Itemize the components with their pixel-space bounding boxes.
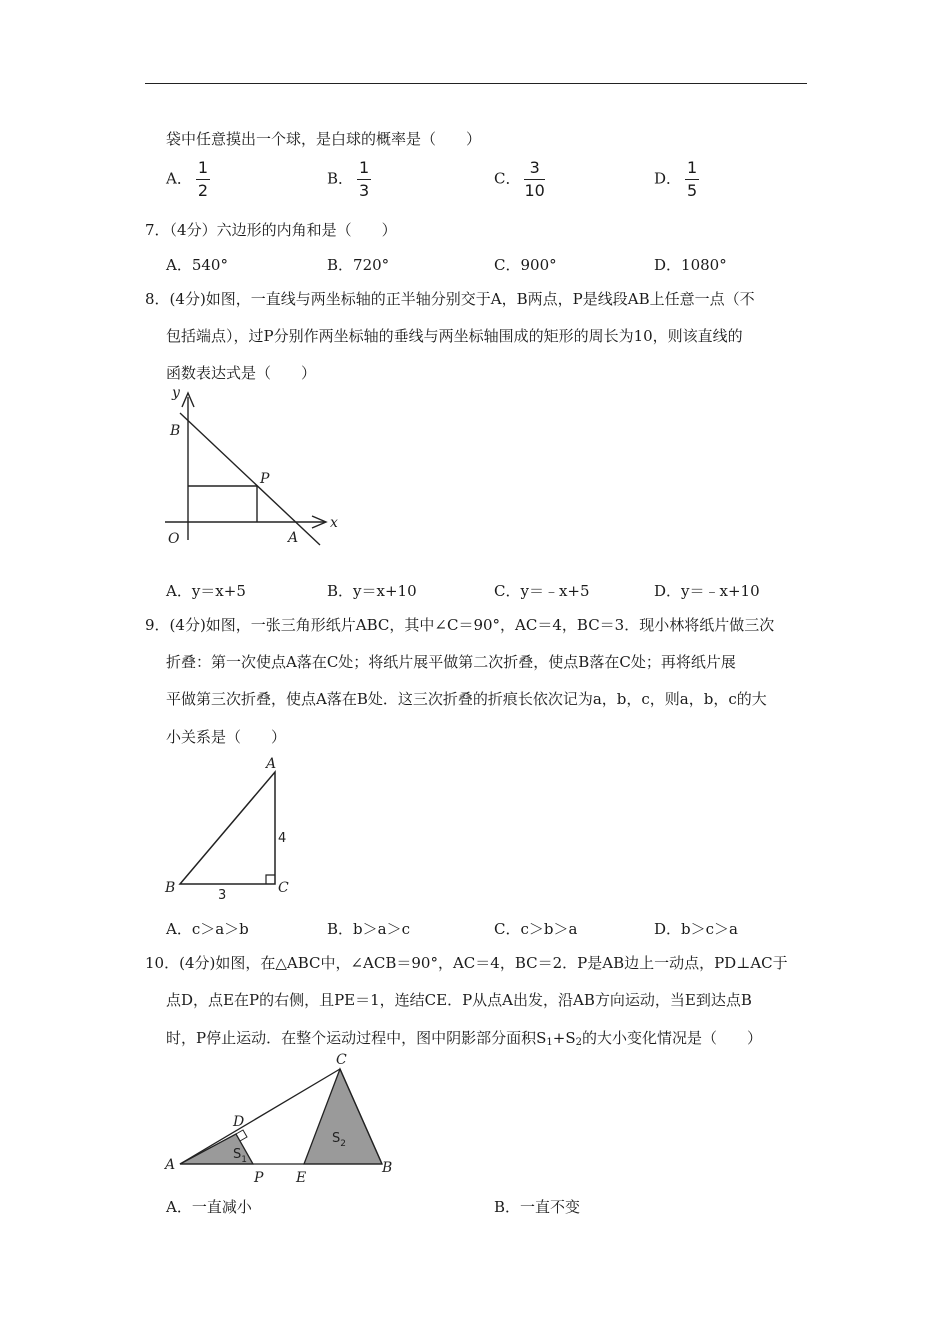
line-ab <box>180 413 320 545</box>
q9-option-a[interactable]: A．c＞a＞b <box>166 920 249 938</box>
q10-stem-line1: 10．(4分)如图，在△ABC中，∠ACB＝90°，AC＝4，BC＝2．P是AB边上一动点，PD⊥AC于 <box>145 954 788 972</box>
q8-option-a[interactable]: A．y＝x+5 <box>166 582 246 600</box>
triangle-abc <box>180 772 275 884</box>
q9-option-c[interactable]: C．c＞b＞a <box>494 920 578 938</box>
q8-stem-line3: 函数表达式是（ ） <box>166 364 317 382</box>
q6-option-b[interactable]: B． $\frac{1}{3}$ <box>327 158 370 200</box>
q7-option-b[interactable]: B．720° <box>327 256 390 274</box>
q9-option-d[interactable]: D．b＞c＞a <box>654 920 738 938</box>
q10-stem-line3: 时，P停止运动．在整个运动过程中，图中阴影部分面积$S_1+S_2$的大小变化情况是（ ） <box>166 1029 762 1048</box>
fraction: $\frac{1}{3}$ <box>359 158 370 200</box>
q7-stem: 7．（4分）六边形的内角和是（ ） <box>145 221 397 239</box>
q7-option-c[interactable]: C．900° <box>494 256 557 274</box>
q6-option-a[interactable]: A． $\frac{1}{2}$ <box>166 158 209 200</box>
label-o: O <box>168 531 180 547</box>
label-b: B <box>382 1160 393 1176</box>
label-x: x <box>330 515 338 531</box>
q10-option-a[interactable]: A．一直减小 <box>166 1198 252 1216</box>
q9-stem-line2: 折叠：第一次使点A落在C处；将纸片展平做第二次折叠，使点B落在C处；再将纸片展 <box>166 653 736 671</box>
q6-option-d[interactable]: D． $\frac{1}{5}$ <box>654 158 698 200</box>
q7-option-a[interactable]: A．540° <box>166 256 228 274</box>
label-c: C <box>278 880 289 896</box>
q10-option-b[interactable]: B．一直不变 <box>494 1198 581 1216</box>
q9-stem-line1: 9．(4分)如图，一张三角形纸片ABC，其中∠C＝90°，AC＝4，BC＝3．现小林将纸片做三次 <box>145 616 775 634</box>
q10-stem-line2: 点D，点E在P的右侧，且PE＝1，连结CE．P从点A出发，沿AB方向运动，当E到达点B <box>166 991 752 1009</box>
q8-stem-line2: 包括端点），过P分别作两坐标轴的垂线与两坐标轴围成的矩形的周长为10，则该直线的 <box>166 327 743 345</box>
label-s1: $S_1$ <box>233 1147 247 1165</box>
fraction: $\frac{1}{5}$ <box>687 158 698 200</box>
label-b: B <box>165 880 176 896</box>
q8-option-c[interactable]: C．y＝﹣x+5 <box>494 582 590 600</box>
q6-option-c[interactable]: C． $\frac{3}{10}$ <box>494 158 545 200</box>
right-angle-mark <box>266 875 275 884</box>
q9-figure <box>160 752 310 902</box>
q8-figure <box>160 385 350 555</box>
fraction: $\frac{3}{10}$ <box>524 158 545 200</box>
q10-figure <box>160 1052 410 1187</box>
label-ac-length: 4 <box>278 831 287 846</box>
q9-stem-line3: 平做第三次折叠，使点A落在B处．这三次折叠的折痕长依次记为a，b，c，则a，b，c的大 <box>166 690 767 708</box>
label-e: E <box>296 1170 307 1186</box>
q6-stem: 袋中任意摸出一个球，是白球的概率是（ ） <box>166 130 482 148</box>
q9-stem-line4: 小关系是（ ） <box>166 728 287 746</box>
label-p: P <box>260 471 270 487</box>
header-rule <box>145 83 807 84</box>
label-a: A <box>165 1157 176 1173</box>
label-b: B <box>170 423 181 439</box>
q8-stem-line1: 8．(4分)如图，一直线与两坐标轴的正半轴分别交于A，B两点，P是线段AB上任意一点（不 <box>145 290 755 308</box>
label-a: A <box>266 756 277 772</box>
label-bc-length: 3 <box>218 888 227 903</box>
q7-option-d[interactable]: D．1080° <box>654 256 727 274</box>
label-d: D <box>233 1114 245 1130</box>
fraction: $\frac{1}{2}$ <box>197 158 209 200</box>
label-c: C <box>336 1052 347 1068</box>
q8-option-b[interactable]: B．y＝x+10 <box>327 582 417 600</box>
label-s2: $S_2$ <box>332 1131 346 1149</box>
q9-option-b[interactable]: B．b＞a＞c <box>327 920 410 938</box>
q8-option-d[interactable]: D．y＝﹣x+10 <box>654 582 760 600</box>
label-p: P <box>254 1170 264 1186</box>
label-a: A <box>288 530 299 546</box>
label-y: y <box>172 385 180 401</box>
